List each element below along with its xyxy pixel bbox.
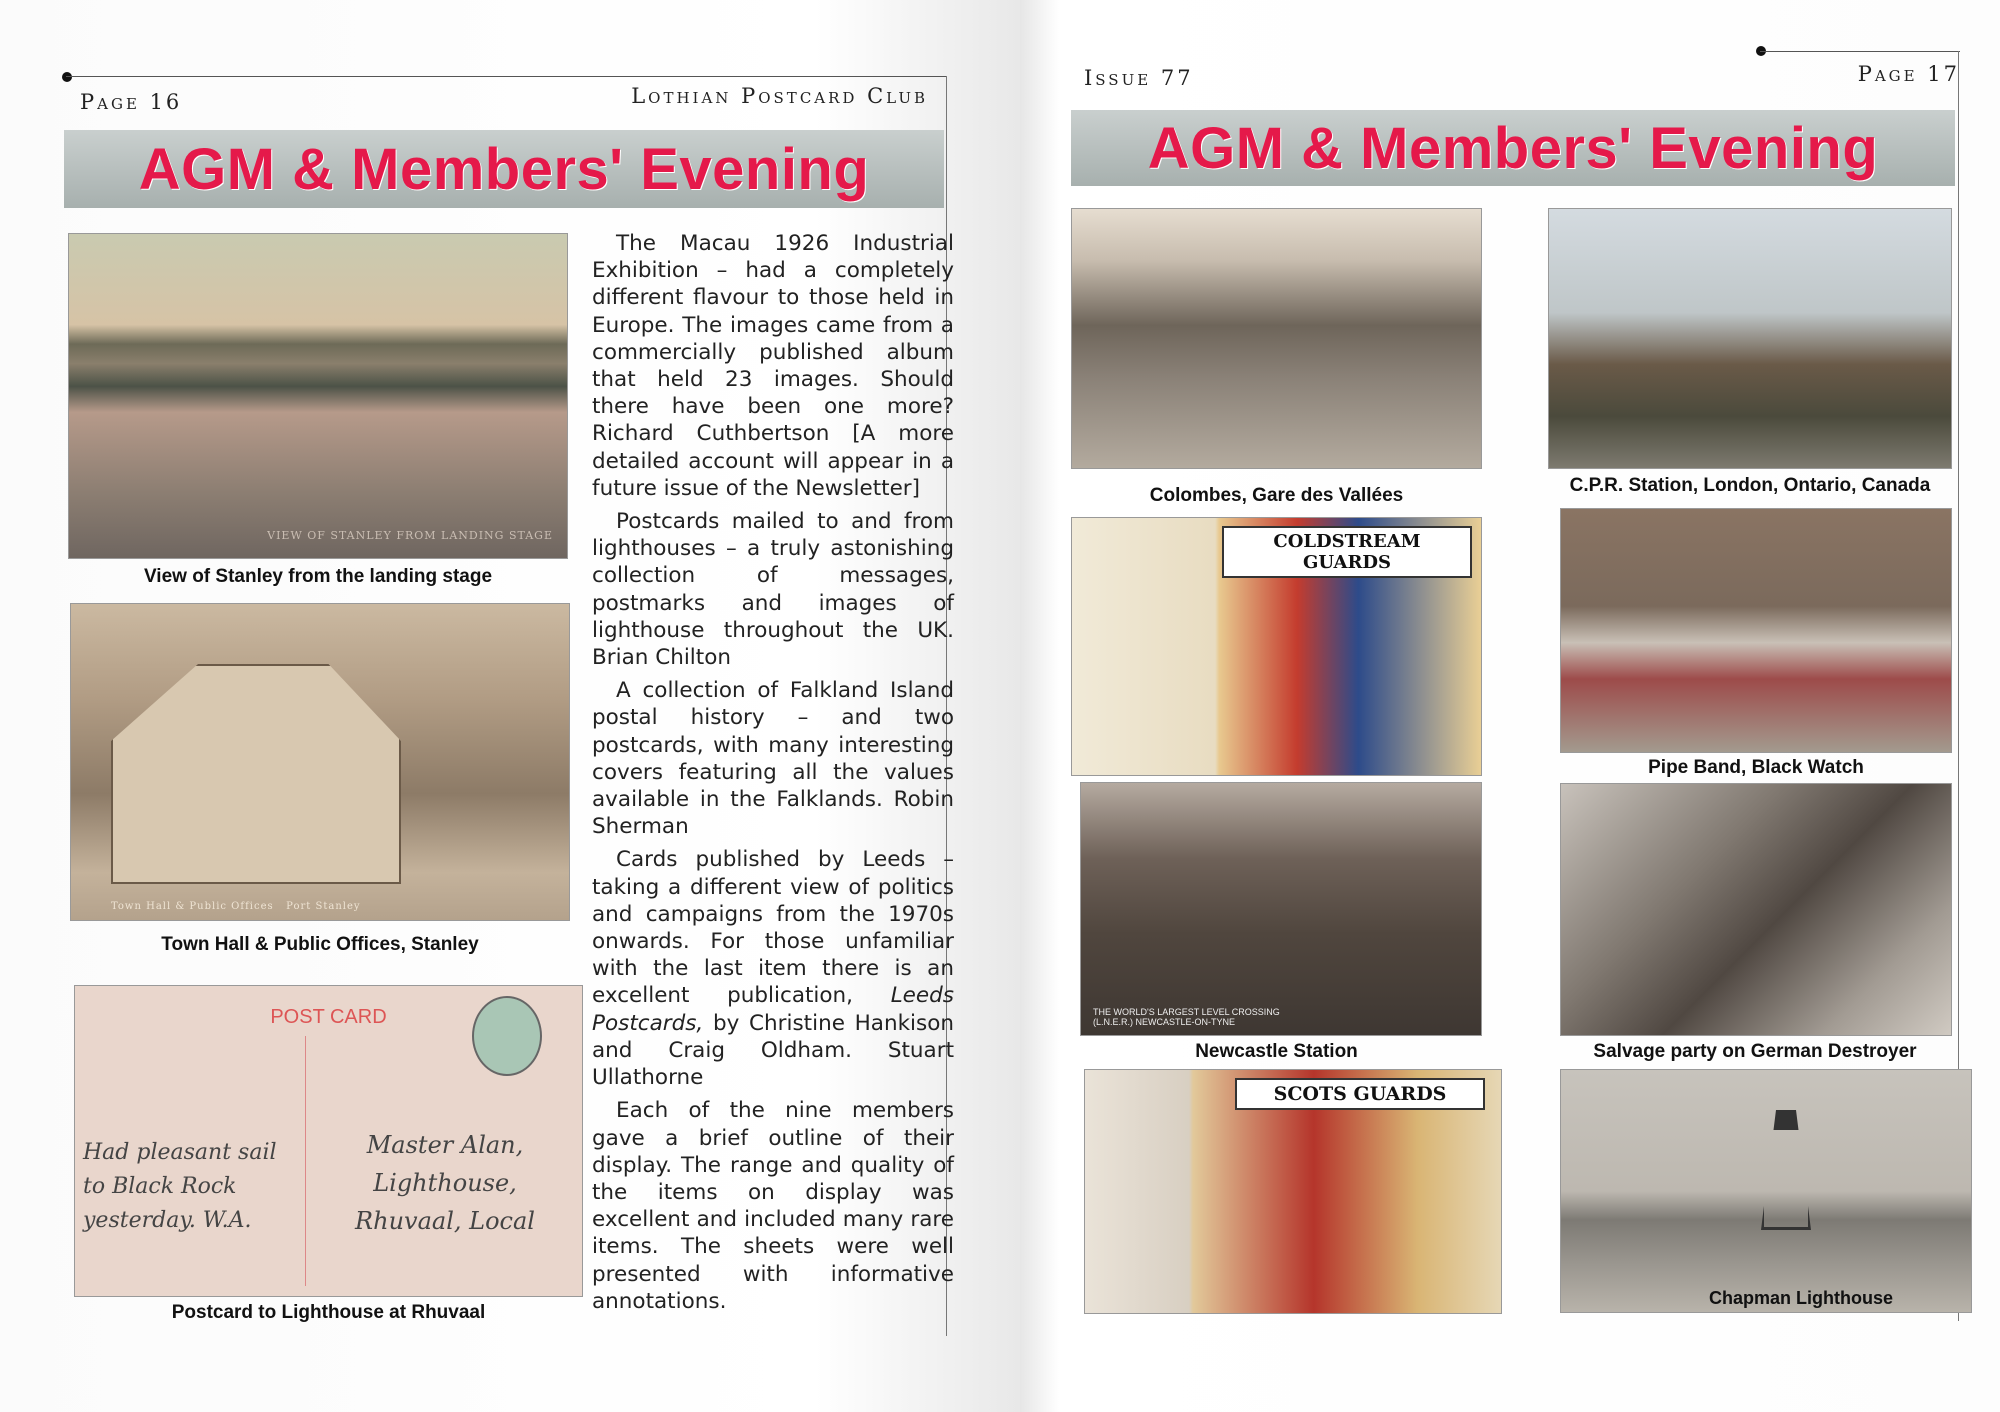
card-label: COLDSTREAM GUARDS xyxy=(1222,526,1472,578)
lighthouse-shape xyxy=(1761,1110,1811,1230)
caption: Newcastle Station xyxy=(1195,1041,1358,1062)
paragraph: Postcards mailed to and from lighthouses – a truly astonishing collection of messages, postmarks and images of lighthouse throughout the UK. Brian Chilton xyxy=(592,509,954,671)
photo-inscription: Town Hall & Public Offices Port Stanley xyxy=(111,901,361,912)
page-title: AGM & Members' Evening xyxy=(1147,115,1879,181)
caption: Town Hall & Public Offices, Stanley xyxy=(161,934,479,955)
postmark-stamp xyxy=(472,996,542,1076)
postcard-rhuvaal xyxy=(74,985,583,1297)
card-label: SCOTS GUARDS xyxy=(1235,1078,1485,1110)
header-rule xyxy=(1760,51,1960,52)
photo-cpr-station xyxy=(1548,208,1952,469)
page-number: Page 16 xyxy=(80,90,183,114)
article-text xyxy=(592,230,954,1321)
photo-stanley-landing-stage xyxy=(68,233,568,559)
paragraph-text: Cards published by Leeds – taking a different view of politics and campaigns from the 1970s onwards. For those unfamiliar with the last item there is an excellent publication, xyxy=(592,847,954,1009)
right-page xyxy=(1020,0,2000,1412)
caption: Postcard to Lighthouse at Rhuvaal xyxy=(171,1302,486,1323)
photo-inscription: THE WORLD'S LARGEST LEVEL CROSSING (L.N.E.R.) NEWCASTLE-ON-TYNE xyxy=(1093,1007,1280,1027)
club-name: Lothian Postcard Club xyxy=(631,84,928,108)
photo-colombes-station xyxy=(1071,208,1482,469)
issue-number: Issue 77 xyxy=(1084,66,1194,90)
title-banner xyxy=(64,130,944,208)
paragraph: A collection of Falkland Island postal history – and two postcards, with many interesting covers featuring all the values available in the Falklands. Robin Sherman xyxy=(592,678,954,840)
caption: Chapman Lighthouse xyxy=(1709,1288,1893,1308)
book-title: Leeds Postcards, xyxy=(592,983,954,1036)
postcard-heading: POST CARD xyxy=(270,1006,387,1028)
caption: Pipe Band, Black Watch xyxy=(1648,757,1864,778)
paragraph xyxy=(592,846,954,1091)
photo-pipe-band xyxy=(1560,508,1952,753)
title-banner xyxy=(1071,110,1955,186)
caption: Salvage party on German Destroyer xyxy=(1593,1041,1917,1062)
page-title: AGM & Members' Evening xyxy=(138,136,870,202)
corner-dot xyxy=(62,72,72,82)
paragraph: The Macau 1926 Industrial Exhibition – had a completely different flavour to those held in Europe. The images came from a commercially published album that held 23 images. Should there have been one more? Richard Cuthbertson [A more detailed account will appear in a future issue of the Newsletter] xyxy=(592,231,954,501)
photo-newcastle-station xyxy=(1080,782,1482,1036)
handwritten-address: Master Alan, Lighthouse, Rhuvaal, Local xyxy=(355,1131,535,1235)
caption: C.P.R. Station, London, Ontario, Canada xyxy=(1569,475,1931,496)
caption: Colombes, Gare des Vallées xyxy=(1149,485,1404,506)
photo-inscription: VIEW OF STANLEY FROM LANDING STAGE xyxy=(267,529,553,542)
handwritten-message: Had pleasant sail to Black Rock yesterday. W.A. xyxy=(83,1140,277,1233)
card-coldstream-guards xyxy=(1071,517,1482,776)
photo-salvage-party xyxy=(1560,783,1952,1036)
card-scots-guards xyxy=(1084,1069,1502,1314)
header-rule xyxy=(66,76,946,77)
paragraph: Each of the nine members gave a brief outline of their display. The range and quality of the items on display was excellent and included many rare items. The sheets were well presented with informative annotations. xyxy=(592,1098,954,1314)
caption: View of Stanley from the landing stage xyxy=(143,566,493,587)
photo-town-hall xyxy=(70,603,570,921)
photo-chapman-lighthouse xyxy=(1560,1069,1972,1313)
page-number: Page 17 xyxy=(1857,62,1960,86)
paragraph-text: by Christine Hankison and Craig Oldham. Stuart Ullathorne xyxy=(592,1010,954,1091)
